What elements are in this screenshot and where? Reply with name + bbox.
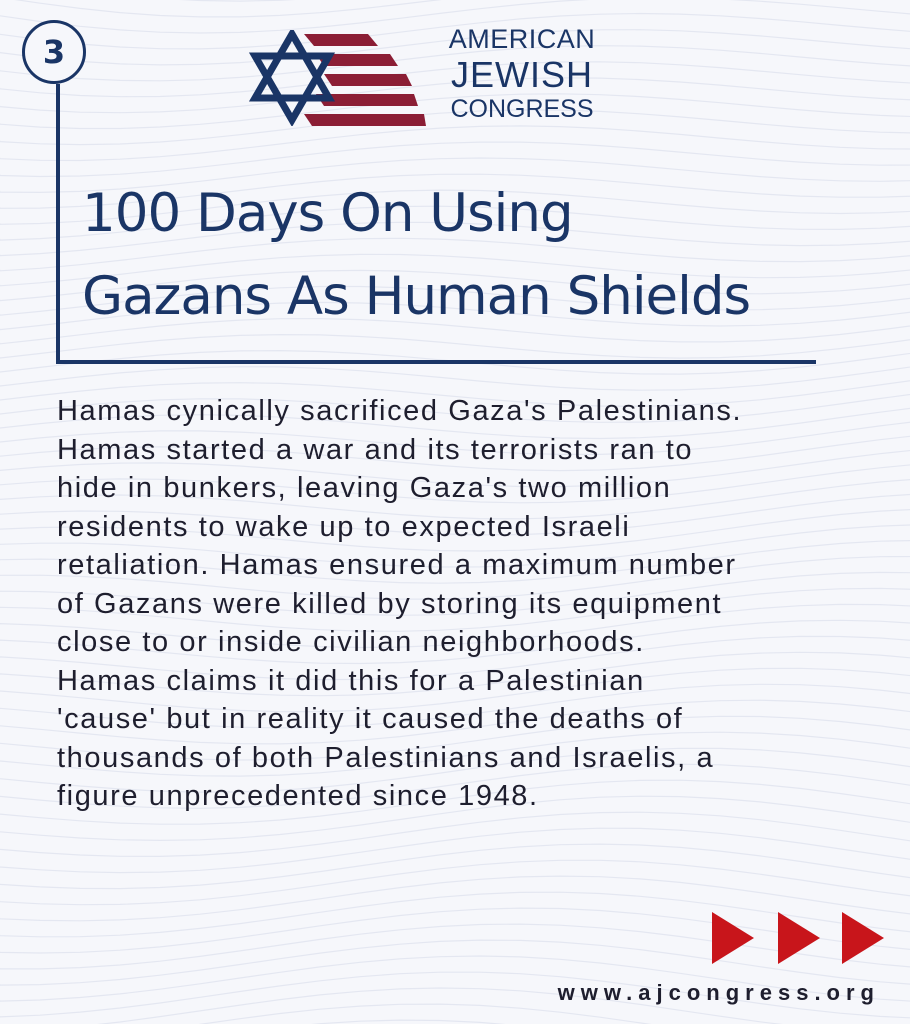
logo-line-american: AMERICAN — [448, 24, 596, 54]
background-wave-line — [0, 0, 910, 1]
background-wave-line — [0, 828, 910, 872]
play-arrow-icon — [712, 912, 754, 964]
play-arrow-icon — [842, 912, 884, 964]
logo-line-congress: CONGRESS — [450, 95, 594, 123]
star-of-david-icon — [255, 34, 329, 120]
frame-line-horizontal — [56, 360, 816, 364]
page-title — [82, 172, 902, 338]
play-arrow-icon — [778, 912, 820, 964]
background-wave-line — [0, 860, 910, 904]
logo-line-jewish: JEWISH — [450, 54, 593, 95]
website-url[interactable]: www.ajcongress.org — [557, 980, 880, 1005]
page-title-text: 100 Days On Using Gazans As Human Shields — [82, 183, 751, 327]
background-wave-line — [0, 812, 910, 856]
triple-play-arrows-icon[interactable] — [712, 910, 887, 966]
background-wave-line — [0, 335, 910, 359]
body-paragraph: Hamas cynically sacrificed Gaza's Palestinians. Hamas started a war and its terrorists ran to hide in bunkers, leaving Gaza's two million residents to wake up to expected Israeli retaliation. Hamas ensured a maximum number of Gazans were killed by storing its equipment close to or inside civilian neighborhoods. Hamas claims it did this for a Palestinian 'cause' but in reality it caused the deaths of thousands of both Palestinians and Israelis, a figure unprecedented since 1948. — [57, 395, 743, 812]
logo-wordmark — [442, 24, 602, 122]
page-number: 3 — [42, 33, 66, 71]
frame-line-vertical — [56, 84, 60, 364]
logo-star-of-david-flag-icon — [246, 30, 430, 126]
page-number-badge — [22, 20, 86, 84]
